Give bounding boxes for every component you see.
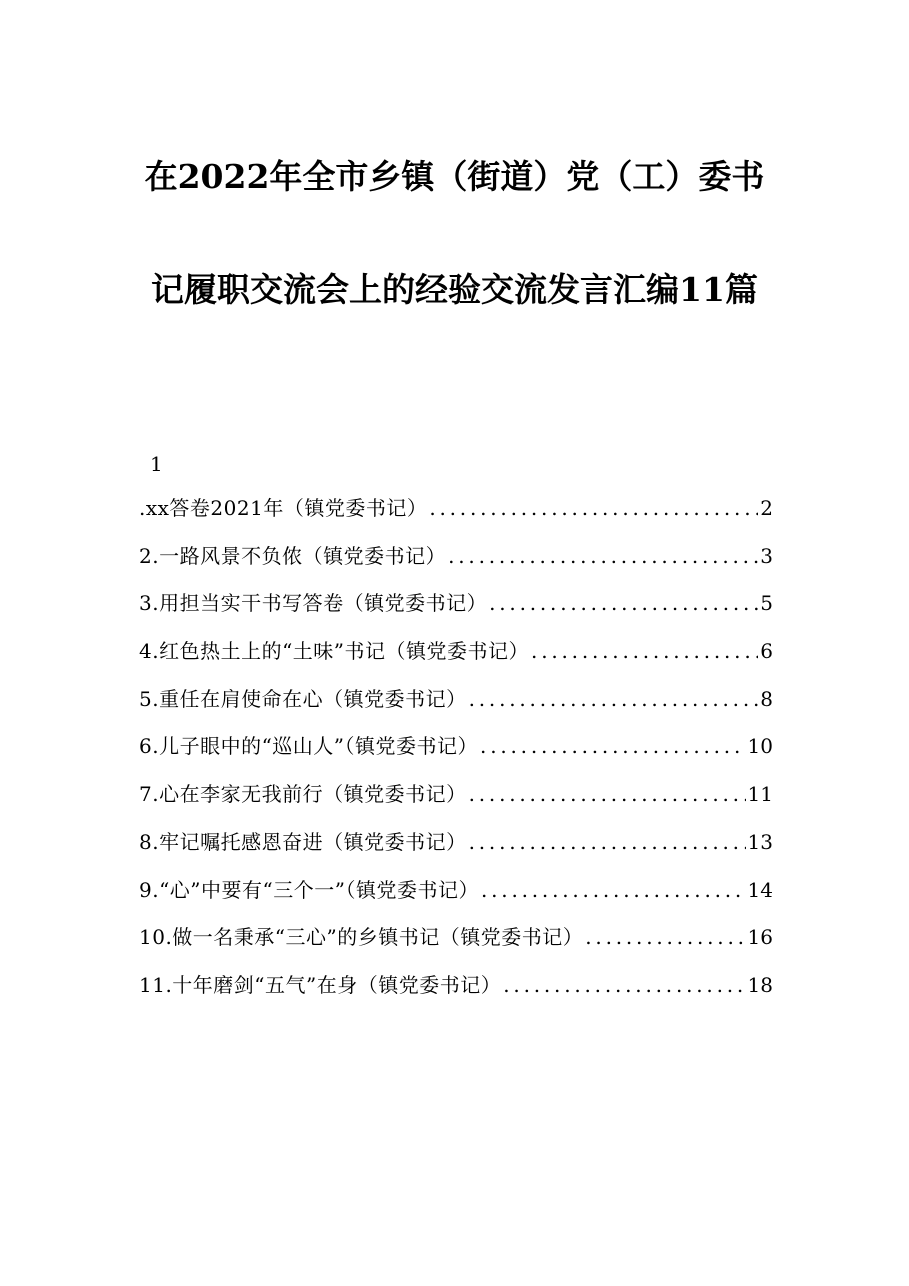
toc-entry-page: 18	[747, 972, 773, 997]
toc-dot-leader	[469, 776, 746, 812]
toc-entry-page: 2	[760, 496, 773, 520]
toc-entry-page: 6	[760, 639, 773, 664]
toc-entry[interactable]	[139, 585, 773, 633]
toc-entry-title: 5.重任在肩使命在心（镇党委书记）	[139, 686, 467, 711]
toc-entry-title: 3.用担当实干书写答卷（镇党委书记）	[139, 591, 488, 616]
toc-entry-page: 5	[760, 591, 773, 616]
toc-entry-page: 16	[747, 925, 773, 950]
toc-entry-title: 9.“心”中要有“三个一”（镇党委书记）	[139, 877, 479, 902]
toc-entry[interactable]	[139, 967, 773, 1015]
document-title-line-2: 记履职交流会上的经验交流发言汇编11篇	[151, 270, 758, 309]
toc-dot-leader	[429, 490, 758, 526]
toc-entry-title: 6.儿子眼中的“巡山人”（镇党委书记）	[139, 734, 479, 759]
toc-dot-leader	[585, 919, 745, 955]
toc-entry[interactable]	[139, 919, 773, 967]
toc-entry-page: 10	[747, 734, 773, 759]
toc-entry-title: 8.牢记嘱托感恩奋进（镇党委书记）	[139, 829, 467, 854]
toc-entry[interactable]	[139, 633, 773, 681]
toc-entry-page: 13	[747, 829, 773, 854]
toc-entry-title: 4.红色热土上的“土味”书记（镇党委书记）	[139, 639, 530, 664]
toc-entry[interactable]	[139, 728, 773, 776]
toc-entry-page: 8	[760, 686, 773, 711]
toc-entry[interactable]	[139, 538, 773, 586]
toc-dot-leader	[531, 633, 758, 669]
toc-entry-title: 7.心在李家无我前行（镇党委书记）	[139, 782, 467, 807]
toc-entry-page: 14	[747, 877, 773, 902]
document-title-line-1: 在2022年全市乡镇（街道）党（工）委书	[144, 157, 765, 196]
toc-dot-leader	[481, 872, 746, 908]
toc-entry[interactable]	[139, 681, 773, 729]
toc-entry-title: 11.十年磨剑“五气”在身（镇党委书记）	[139, 972, 502, 997]
toc-entry-page: 11	[747, 782, 773, 807]
toc-dot-leader	[469, 824, 746, 860]
toc-entry[interactable]	[139, 490, 773, 538]
toc-entry-title: 2.一路风景不负侬（镇党委书记）	[139, 543, 447, 568]
toc-entry[interactable]	[139, 872, 773, 920]
toc-dot-leader	[480, 728, 746, 764]
toc-dot-leader	[448, 538, 758, 574]
toc-dot-leader	[489, 585, 758, 621]
toc-dot-leader	[469, 681, 759, 717]
toc-entry[interactable]	[139, 824, 773, 872]
toc-marker: 1	[150, 452, 163, 476]
toc-entry-title: 10.做一名秉承“三心”的乡镇书记（镇党委书记）	[139, 925, 584, 950]
toc-dot-leader	[503, 967, 745, 1003]
toc-entry[interactable]	[139, 776, 773, 824]
toc-entry-page: 3	[760, 543, 773, 568]
toc-entry-title: .xx答卷2021年（镇党委书记）	[139, 496, 428, 520]
table-of-contents	[139, 490, 773, 1015]
